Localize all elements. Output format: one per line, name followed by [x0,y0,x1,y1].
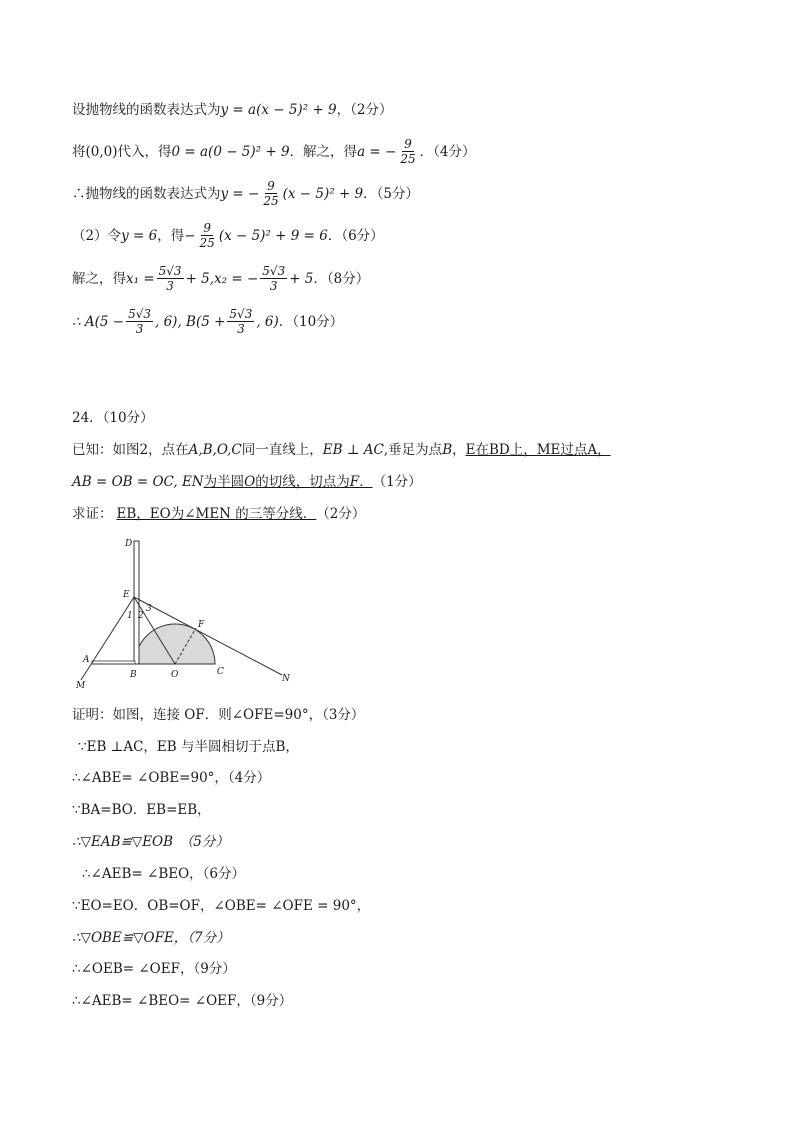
score-note: ，（2分） [336,102,393,118]
text: ，得− [157,227,196,244]
proof-line [72,832,229,852]
label-f: F [198,620,205,630]
formula: + 5, [185,270,215,287]
text: 的切线，切点为 [255,474,350,490]
segment-bd [134,541,139,664]
text: ∵EO=EO．OB=OF，∠OBE= ∠OFE = 90°， [72,898,371,914]
proof-line [78,737,299,757]
text: ∴抛物线的函数表达式为 [72,185,221,202]
solution-line-5 [72,264,369,293]
text: 求证： [72,506,113,522]
angle-label-3: 3 [146,604,152,614]
label-n: N [282,674,290,684]
score-note: ．（5分） [363,185,419,202]
formula: (x − 5)² + 9 [282,185,364,202]
formula: A,B,O,C [188,442,242,458]
text: 为半圆 [203,474,245,490]
formula: , 6) [256,313,279,330]
proof-line [72,768,270,788]
fraction: $\frac{9}{25}$ [263,179,279,208]
score-note: （1分） [372,474,422,490]
fraction: $\frac{5√3}{3}$ [262,264,286,293]
formula: EB ⊥ AC [322,442,384,458]
text: ．解之，得 [289,143,358,160]
formula: y = 6 [121,227,158,244]
fraction: $\frac{9}{25}$ [400,137,416,166]
proof-line [72,959,236,979]
formula: y = a(x − 5)² + 9 [220,102,337,118]
formula: + 5 [289,270,314,287]
text: ∴▽EAB≌▽EOB （5分） [72,834,229,850]
text: ,垂足为点 [383,442,443,458]
label-o: O [171,670,179,680]
formula: (x − 5)² + 9 = 6 [218,227,328,244]
text: 同一直线上， [241,442,323,458]
solution-line-3 [72,179,419,208]
fraction: $\frac{5√3}{3}$ [229,307,253,336]
proof-line [82,864,245,884]
text: ∵EB ⊥AC，EB 与半圆相切于点B， [78,739,299,755]
text: ∴∠OEB= ∠OEF，（9分） [72,961,236,977]
solution-line-1 [72,100,392,120]
line-me [81,597,134,680]
text: 已知：如图2，点在 [72,442,189,458]
formula: 0 = a(0 − 5)² + 9 [171,143,290,160]
solution-line-2 [72,137,475,166]
text: ， [452,442,466,458]
formula: B [442,442,453,458]
proof-line [72,928,230,948]
text: ∴∠AEB= ∠BEO，（6分） [82,866,246,882]
score-note: （2分） [316,506,366,522]
text: ∴▽OBE≌▽OFE，（7分） [72,930,230,946]
text: ∴∠ABE= ∠OBE=90°，（4分） [72,770,271,786]
proof-line [72,991,292,1011]
score-note: ．（10分） [278,313,344,330]
text: ∴∠AEB= ∠BEO= ∠OEF，（9分） [72,993,293,1009]
formula: x₂ = − [214,270,259,287]
solution-line-6 [72,307,343,336]
fraction: $\frac{5√3}{3}$ [128,307,152,336]
angle-label-2: 2 [138,611,144,621]
text: 证明：如图，连接 OF．则∠OFE=90°，（3分） [72,707,365,723]
text: 设抛物线的函数表达式为 [72,102,221,118]
text: E在BD上，ME过点A， [465,442,611,458]
score-note: ．（6分） [327,227,384,244]
label-c: C [217,667,224,677]
formula: x₁ = [126,270,155,287]
semicircle [135,624,215,664]
label-d: D [125,539,133,549]
score-note: ．（4分） [419,143,476,160]
formula: F． [349,474,373,490]
question-header [72,408,154,428]
text: （2）令 [72,227,122,244]
formula: y = − [220,185,260,202]
solution-line-4 [72,221,384,250]
label-a: A [83,655,90,665]
formula: ∴ A(5 − [72,313,125,330]
fraction: $\frac{9}{25}$ [199,221,215,250]
proof-line [72,800,211,820]
label-b: B [130,670,137,680]
fraction: $\frac{5√3}{3}$ [158,264,182,293]
given-line-2 [72,472,422,492]
score-note: ．（8分） [313,270,370,287]
geometry-figure [72,535,302,690]
formula: O [244,474,256,490]
text: ∵BA=BO．EB=EB， [72,802,211,818]
text: 解之，得 [72,270,126,287]
prove-line [72,504,365,524]
given-line-1 [72,440,611,460]
formula: a = − [357,143,397,160]
text: 将(0,0)代入，得 [72,143,172,160]
proof-line [72,705,364,725]
proof-line [72,896,370,916]
formula: , 6), B(5 + [155,313,226,330]
question-number: 24．（10分） [72,410,154,426]
formula: AB = OB = OC, EN [72,474,204,490]
label-e: E [123,590,130,600]
text: EB，EO为∠MEN 的三等分线． [116,506,317,522]
label-m: M [76,681,86,690]
angle-label-1: 1 [127,611,133,621]
